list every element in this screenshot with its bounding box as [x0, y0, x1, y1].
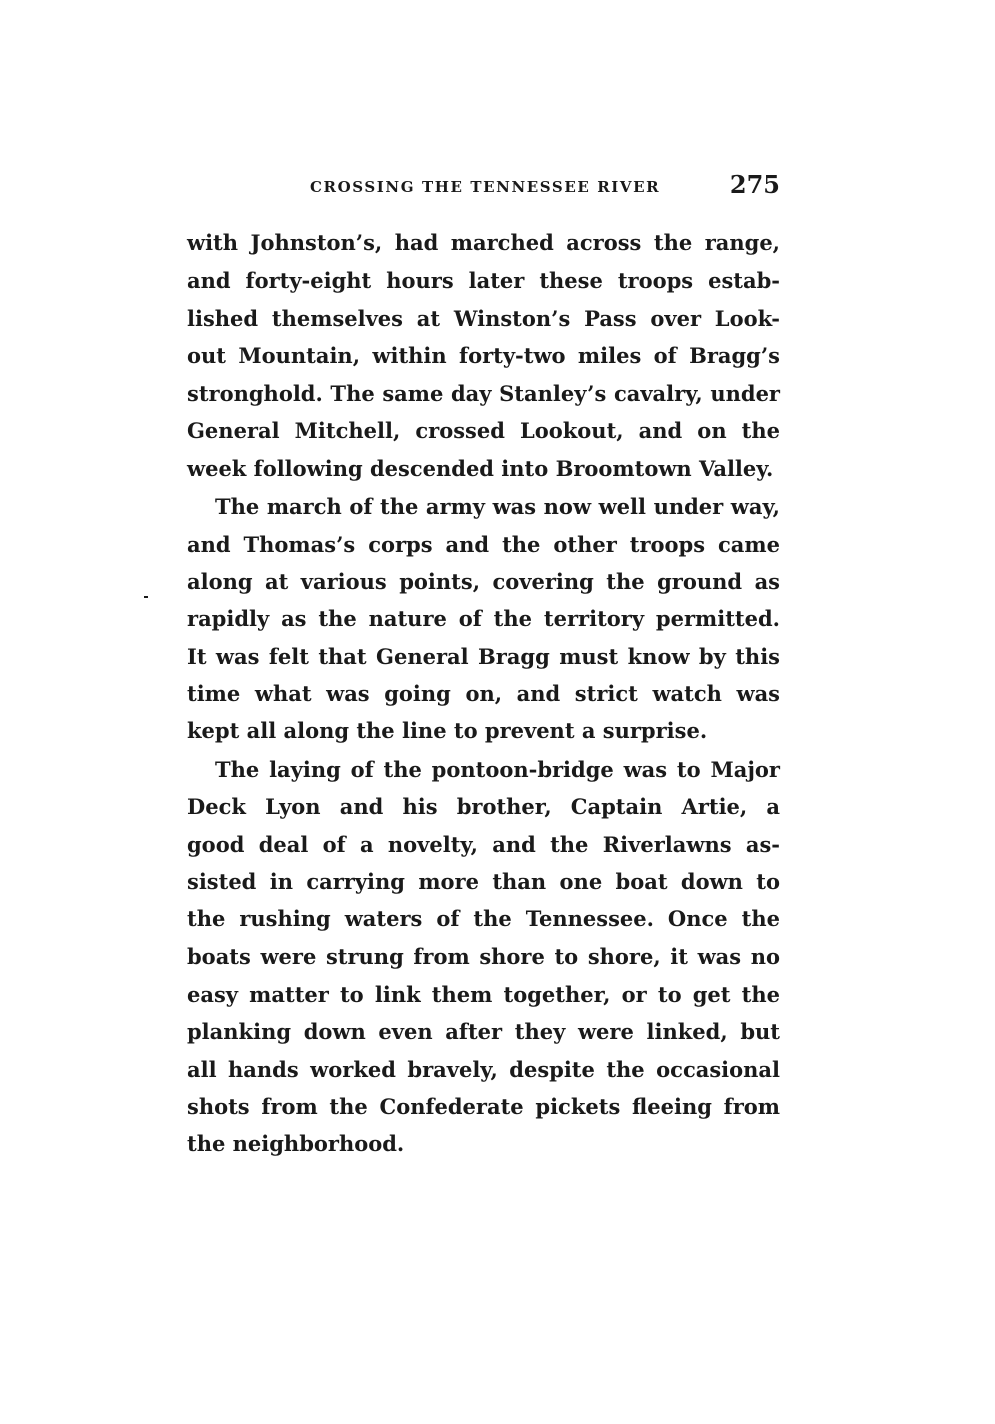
paragraph-3-line-2: Deck Lyon and his brother, Captain Artie, a: [187, 794, 780, 819]
paragraph-2-line-1: The march of the army was now well under way,: [215, 494, 780, 519]
paragraph-2-line-2: and Thomas’s corps and the other troops came: [187, 532, 780, 557]
running-head: [310, 170, 780, 206]
paragraph-3-line-8: planking down even after they were linked, but: [187, 1019, 780, 1044]
running-title: CROSSING THE TENNESSEE RIVER: [310, 178, 661, 196]
paragraph-1-line-5: stronghold. The same day Stanley’s cavalry, under: [187, 381, 780, 406]
paragraph-3-line-7: easy matter to link them together, or to get the: [187, 982, 780, 1007]
paragraph-3-line-5: the rushing waters of the Tennessee. Once the: [187, 906, 780, 931]
paragraph-2-line-4: rapidly as the nature of the territory permitted.: [187, 606, 780, 631]
paragraph-1-line-2: and forty-eight hours later these troops estab-: [187, 268, 780, 293]
paragraph-2-line-3: along at various points, covering the ground as: [187, 569, 780, 594]
paragraph-3-line-1: The laying of the pontoon-bridge was to Major: [215, 757, 780, 782]
paragraph-1-line-1: with Johnston’s, had marched across the range,: [187, 230, 780, 255]
paragraph-1-line-6: General Mitchell, crossed Lookout, and on the: [187, 418, 780, 443]
paragraph-1-line-7: week following descended into Broomtown Valley.: [187, 456, 774, 481]
paragraph-3-line-6: boats were strung from shore to shore, it was no: [187, 944, 780, 969]
paragraph-2-line-7: kept all along the line to prevent a surprise.: [187, 718, 708, 743]
paragraph-2-line-5: It was felt that General Bragg must know by this: [187, 644, 780, 669]
paragraph-3-line-4: sisted in carrying more than one boat down to: [187, 869, 780, 894]
page-number: 275: [729, 170, 780, 199]
paragraph-3-line-9: all hands worked bravely, despite the occasional: [187, 1057, 780, 1082]
stray-ink-mark: [144, 596, 148, 598]
paragraph-2-line-6: time what was going on, and strict watch was: [187, 681, 780, 706]
paragraph-3-line-3: good deal of a novelty, and the Riverlawns as-: [187, 832, 780, 857]
paragraph-3-line-10: shots from the Confederate pickets fleeing from: [187, 1094, 780, 1119]
paragraph-1-line-4: out Mountain, within forty-two miles of Bragg’s: [187, 343, 780, 368]
paragraph-1-line-3: lished themselves at Winston’s Pass over Look-: [187, 306, 780, 331]
paragraph-3-line-11: the neighborhood.: [187, 1131, 405, 1156]
